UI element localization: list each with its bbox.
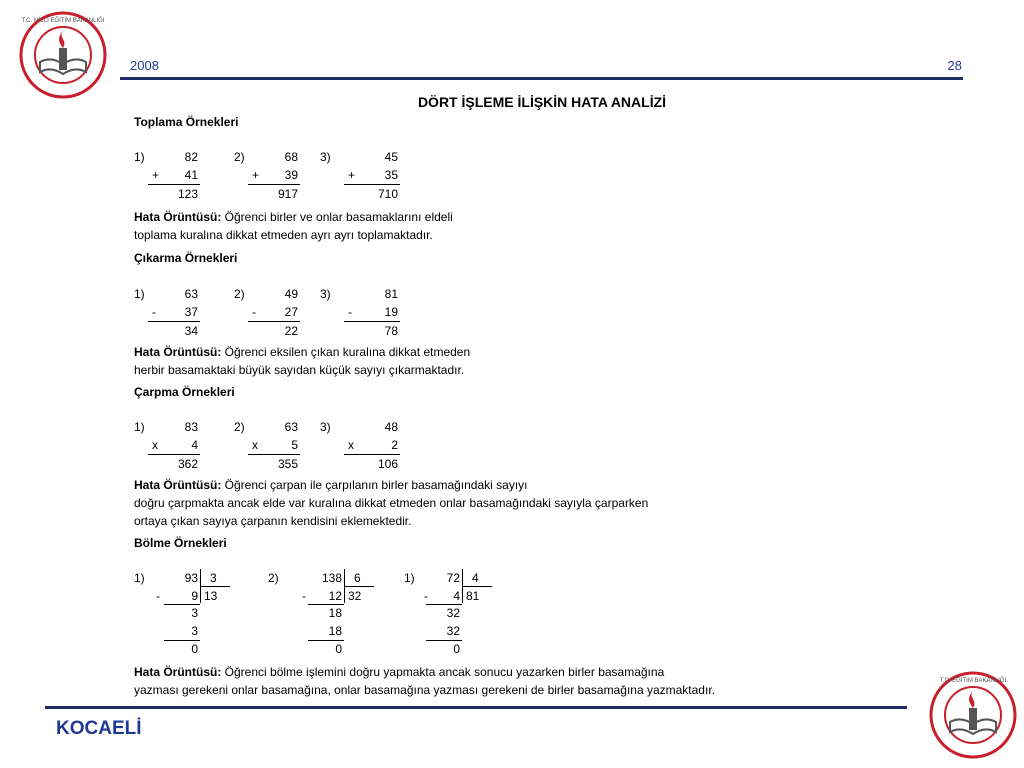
bolme-quotient: 32 bbox=[348, 589, 362, 603]
bolme-second-subtrahend: 32 bbox=[446, 624, 460, 638]
toplama-pattern-label: Hata Örüntüsü: bbox=[134, 210, 222, 224]
carpma-result-line bbox=[248, 454, 300, 455]
header-year: 2008 bbox=[130, 58, 159, 73]
cikarma-operator: - bbox=[152, 305, 156, 319]
toplama-result: 710 bbox=[377, 187, 398, 201]
bolme-bracket-horizontal bbox=[344, 586, 374, 587]
bolme-divisor: 4 bbox=[472, 571, 479, 585]
cikarma-result-line bbox=[344, 321, 400, 322]
cikarma-operand-b: 19 bbox=[384, 305, 398, 319]
carpma-result: 106 bbox=[377, 457, 398, 471]
toplama-operator: + bbox=[152, 168, 160, 182]
bolme-operator: - bbox=[424, 589, 428, 603]
bolme-remainder: 0 bbox=[335, 642, 342, 656]
toplama-pattern-line1: Öğrenci birler ve onlar basamaklarını eldeli bbox=[221, 210, 453, 224]
toplama-result: 917 bbox=[277, 187, 298, 201]
bolme-subtrahend: 9 bbox=[191, 589, 198, 603]
bolme-problem-label: 2) bbox=[268, 571, 279, 585]
carpma-operator: x bbox=[152, 438, 158, 452]
cikarma-result: 22 bbox=[284, 324, 298, 338]
logo-top-lettering: T.C. MİLLİ EĞİTİM BAKANLIĞI bbox=[21, 18, 105, 24]
carpma-pattern-line2: doğru çarpmakta ancak elde var kuralına dikkat etmeden onlar basamağındaki sayıyla çarparken bbox=[134, 496, 649, 510]
cikarma-operand-a: 63 bbox=[184, 287, 198, 301]
bolme-dividend: 72 bbox=[446, 571, 460, 585]
carpma-heading: Çarpma Örnekleri bbox=[134, 385, 235, 399]
ministry-logo-top bbox=[18, 10, 108, 100]
bolme-pattern-label: Hata Örüntüsü: bbox=[134, 665, 222, 679]
bolme-operator: - bbox=[156, 589, 160, 603]
toplama-operand-a: 68 bbox=[284, 150, 298, 164]
page-title: DÖRT İŞLEME İLİŞKİN HATA ANALİZİ bbox=[417, 94, 667, 110]
footer-divider bbox=[45, 706, 907, 709]
carpma-operator: x bbox=[252, 438, 258, 452]
cikarma-operator: - bbox=[348, 305, 352, 319]
carpma-operand-a: 83 bbox=[184, 420, 198, 434]
cikarma-result-line bbox=[248, 321, 300, 322]
bolme-bracket-horizontal bbox=[462, 586, 492, 587]
cikarma-operand-b: 37 bbox=[184, 305, 198, 319]
toplama-operator: + bbox=[348, 168, 356, 182]
bolme-step-line bbox=[426, 604, 462, 605]
bolme-operator: - bbox=[302, 589, 306, 603]
cikarma-problem-label: 2) bbox=[234, 287, 245, 301]
cikarma-problem-label: 3) bbox=[320, 287, 331, 301]
bolme-second-subtrahend: 3 bbox=[191, 624, 198, 638]
carpma-problem-label: 1) bbox=[134, 420, 145, 434]
toplama-operand-a: 45 bbox=[384, 150, 398, 164]
carpma-result: 355 bbox=[277, 457, 298, 471]
bolme-problem-label: 1) bbox=[404, 571, 415, 585]
toplama-heading: Toplama Örnekleri bbox=[134, 115, 239, 129]
bolme-quotient: 13 bbox=[204, 589, 218, 603]
bolme-partial-remainder: 3 bbox=[191, 606, 198, 620]
carpma-pattern-label: Hata Örüntüsü: bbox=[134, 478, 222, 492]
cikarma-pattern-label: Hata Örüntüsü: bbox=[134, 345, 222, 359]
cikarma-pattern-line2: herbir basamaktaki büyük sayıdan küçük sayıyı çıkarmaktadır. bbox=[134, 363, 465, 377]
carpma-problem-label: 3) bbox=[320, 420, 331, 434]
cikarma-problem-label: 1) bbox=[134, 287, 145, 301]
bolme-step-line bbox=[164, 640, 200, 641]
toplama-result-line bbox=[248, 184, 300, 185]
toplama-operand-a: 82 bbox=[184, 150, 198, 164]
toplama-result: 123 bbox=[177, 187, 198, 201]
cikarma-result: 78 bbox=[384, 324, 398, 338]
footer-city: KOCAELİ bbox=[56, 718, 142, 739]
carpma-result-line bbox=[148, 454, 200, 455]
cikarma-pattern bbox=[134, 343, 470, 361]
carpma-pattern-line1: Öğrenci çarpan ile çarpılanın birler basamağındaki sayıyı bbox=[221, 478, 528, 492]
cikarma-operator: - bbox=[252, 305, 256, 319]
toplama-pattern-line2: toplama kuralına dikkat etmeden ayrı ayrı toplamaktadır. bbox=[134, 228, 433, 242]
toplama-result-line bbox=[344, 184, 400, 185]
page-number: 28 bbox=[947, 58, 962, 73]
bolme-dividend: 138 bbox=[321, 571, 342, 585]
carpma-operand-a: 48 bbox=[384, 420, 398, 434]
logo-bottom-lettering: T.C. EĞİTİM BAKANLIĞI bbox=[939, 678, 1007, 684]
carpma-operand-b: 2 bbox=[391, 438, 398, 452]
toplama-operand-b: 39 bbox=[284, 168, 298, 182]
bolme-bracket-horizontal bbox=[200, 586, 230, 587]
bolme-divisor: 3 bbox=[210, 571, 217, 585]
bolme-subtrahend: 4 bbox=[453, 589, 460, 603]
carpma-pattern-line3: ortaya çıkan sayıya çarpanın kendisini eklemektedir. bbox=[134, 514, 412, 528]
bolme-step-line bbox=[308, 604, 344, 605]
carpma-operand-b: 4 bbox=[191, 438, 198, 452]
cikarma-result-line bbox=[148, 321, 200, 322]
toplama-result-line bbox=[148, 184, 200, 185]
cikarma-pattern-line1: Öğrenci eksilen çıkan kuralına dikkat etmeden bbox=[221, 345, 471, 359]
toplama-problem-label: 1) bbox=[134, 150, 145, 164]
toplama-operand-b: 41 bbox=[184, 168, 198, 182]
bolme-step-line bbox=[426, 640, 462, 641]
toplama-pattern bbox=[134, 208, 453, 226]
bolme-heading: Bölme Örnekleri bbox=[134, 536, 227, 550]
toplama-problem-label: 3) bbox=[320, 150, 331, 164]
bolme-pattern-line1: Öğrenci bölme işlemini doğru yapmakta ancak sonucu yazarken birler basamağına bbox=[221, 665, 665, 679]
toplama-operator: + bbox=[252, 168, 260, 182]
bolme-pattern bbox=[134, 663, 664, 681]
cikarma-heading: Çıkarma Örnekleri bbox=[134, 251, 238, 265]
ministry-logo-bottom bbox=[928, 670, 1018, 760]
carpma-problem-label: 2) bbox=[234, 420, 245, 434]
bolme-remainder: 0 bbox=[453, 642, 460, 656]
bolme-step-line bbox=[308, 640, 344, 641]
carpma-operator: x bbox=[348, 438, 354, 452]
cikarma-operand-a: 49 bbox=[284, 287, 298, 301]
bolme-partial-remainder: 32 bbox=[446, 606, 460, 620]
toplama-problem-label: 2) bbox=[234, 150, 245, 164]
cikarma-operand-a: 81 bbox=[384, 287, 398, 301]
carpma-operand-a: 63 bbox=[284, 420, 298, 434]
bolme-subtrahend: 12 bbox=[328, 589, 342, 603]
bolme-dividend: 93 bbox=[184, 571, 198, 585]
carpma-result-line bbox=[344, 454, 400, 455]
carpma-operand-b: 5 bbox=[291, 438, 298, 452]
bolme-remainder: 0 bbox=[191, 642, 198, 656]
cikarma-result: 34 bbox=[184, 324, 198, 338]
bolme-quotient: 81 bbox=[466, 589, 480, 603]
bolme-second-subtrahend: 18 bbox=[328, 624, 342, 638]
header-divider bbox=[120, 77, 963, 80]
bolme-divisor: 6 bbox=[354, 571, 361, 585]
carpma-pattern bbox=[134, 476, 528, 494]
carpma-result: 362 bbox=[177, 457, 198, 471]
bolme-step-line bbox=[164, 604, 200, 605]
bolme-problem-label: 1) bbox=[134, 571, 145, 585]
cikarma-operand-b: 27 bbox=[284, 305, 298, 319]
toplama-operand-b: 35 bbox=[384, 168, 398, 182]
bolme-pattern-line2: yazması gerekeni onlar basamağına, onlar basamağına yazması gerekeni de birler basamağına yazmaktadır. bbox=[134, 683, 715, 697]
bolme-partial-remainder: 18 bbox=[328, 606, 342, 620]
